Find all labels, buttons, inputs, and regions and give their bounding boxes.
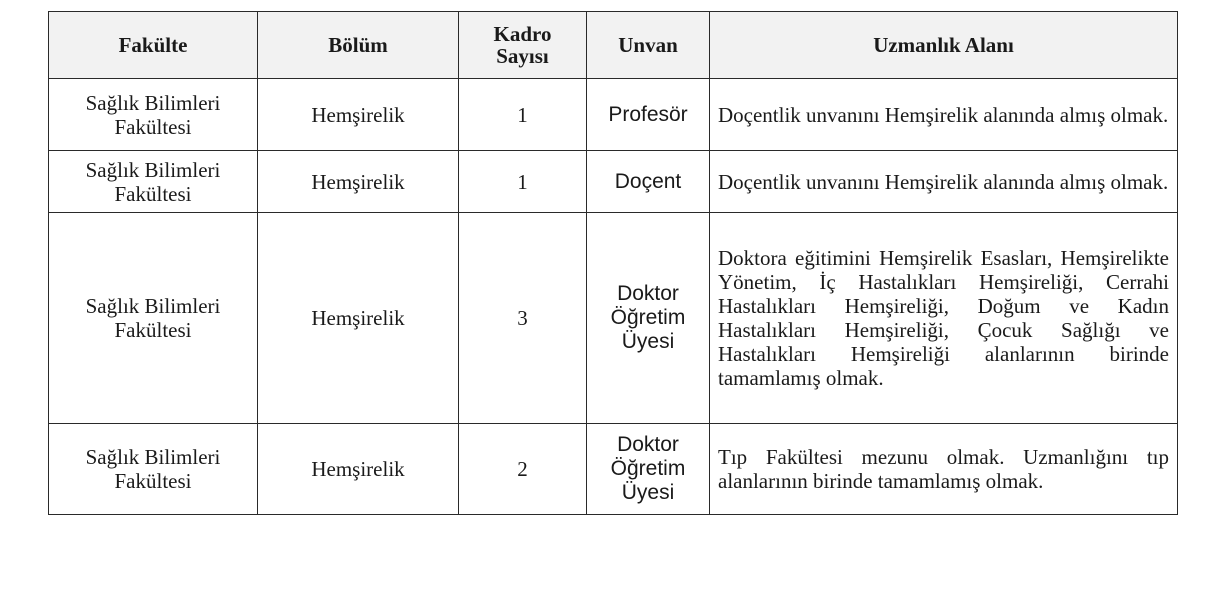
table-row [49,424,1178,515]
faculty-cell [49,79,258,151]
faculty-line2: Fakültesi [114,469,192,493]
table-row [49,79,1178,151]
specialty-cell: Doçentlik unvanını Hemşirelik alanında almış olmak. [710,79,1178,151]
specialty-cell: Tıp Fakültesi mezunu olmak. Uzmanlığını tıp alanlarının birinde tamamlamış olmak. [710,424,1178,515]
faculty-line2: Fakültesi [114,318,192,342]
count-cell: 1 [459,151,587,213]
faculty-line1: Sağlık Bilimleri [85,157,221,182]
header-count-line1: Kadro [493,22,552,46]
faculty-line1: Sağlık Bilimleri [85,90,221,115]
count-cell: 1 [459,79,587,151]
faculty-cell [49,424,258,515]
faculty-line1: Sağlık Bilimleri [85,445,221,469]
department-cell: Hemşirelik [258,424,459,515]
title-cell [587,424,710,515]
faculty-line1: Sağlık Bilimleri [85,294,221,318]
header-title: Unvan [587,12,710,79]
department-cell: Hemşirelik [258,213,459,424]
count-cell: 3 [459,213,587,424]
faculty-line2: Fakültesi [114,114,192,139]
title-cell: Doçent [587,151,710,213]
table-header-row [49,12,1178,79]
header-specialty: Uzmanlık Alanı [710,12,1178,79]
title-line2: Öğretim [610,457,686,480]
title-cell: Profesör [587,79,710,151]
specialty-cell: Doktora eğitimini Hemşirelik Esasları, Hemşirelikte Yönetim, İç Hastalıkları Hemşireliği, Cerrahi Hastalıkları Hemşireliği, Doğum ve Kadın Hastalıkları Hemşireliği, Çocuk Sağlığı ve Hastalıkları Hemşireliği alanlarının birinde tamamlamış olmak. [710,213,1178,424]
faculty-line2: Fakültesi [114,181,192,206]
header-faculty: Fakülte [49,12,258,79]
header-count [459,12,587,79]
table-row [49,213,1178,424]
specialty-cell: Doçentlik unvanını Hemşirelik alanında almış olmak. [710,151,1178,213]
staff-positions-table [48,11,1178,515]
title-line2: Öğretim [610,306,686,329]
faculty-cell [49,213,258,424]
faculty-cell [49,151,258,213]
header-count-line2: Sayısı [496,44,549,68]
title-line1: Doktor [617,282,679,305]
title-line3: Üyesi [621,481,675,504]
department-cell: Hemşirelik [258,79,459,151]
title-line3: Üyesi [621,330,675,353]
header-department: Bölüm [258,12,459,79]
department-cell: Hemşirelik [258,151,459,213]
title-cell [587,213,710,424]
title-line1: Doktor [617,433,679,456]
table-row [49,151,1178,213]
count-cell: 2 [459,424,587,515]
